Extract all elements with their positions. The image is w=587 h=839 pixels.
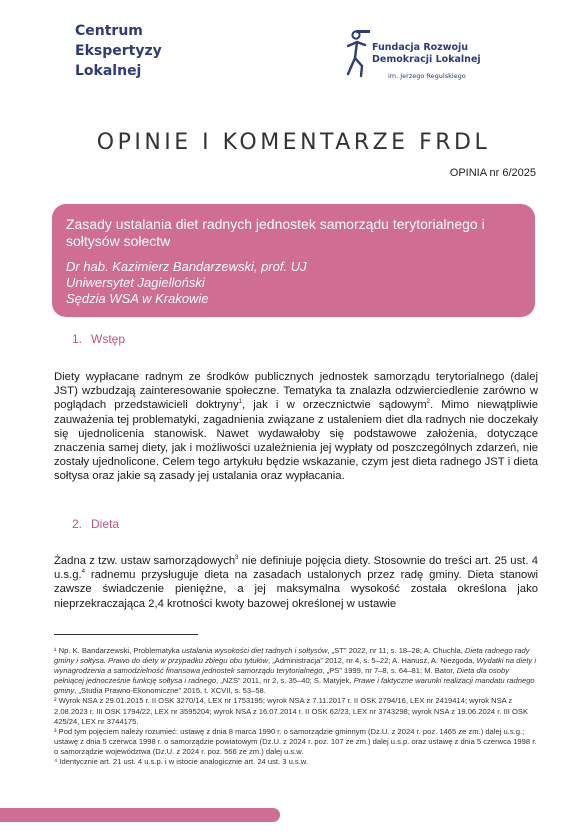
cel-logo: Centrum Ekspertyzy Lokalnej [75, 23, 162, 79]
article-title: Zasady ustalania diet radnych jednostek samorządu terytorialnego i sołtysów sołectw [66, 216, 485, 249]
footnote-4: ⁴ Identycznie art. 21 ust. 4 u.s.p. i w istocie analogicznie art. 24 ust. 3 u.s.w. [54, 757, 308, 767]
footnote-ref-2[interactable]: 2 [426, 399, 430, 406]
footnote-ref-1[interactable]: 1 [238, 399, 242, 406]
frdl-figure-icon [344, 30, 370, 80]
title-banner [52, 204, 535, 317]
frdl-patron: im. Jerzego Regulskiego [388, 72, 466, 80]
footnote-ref-3[interactable]: 3 [235, 555, 239, 562]
footnote-ref-4[interactable]: 4 [81, 569, 85, 576]
footnote-2: ² Wyrok NSA z 29.01.2015 r. II OSK 3270/14, LEX nr 1753195; wyrok NSA z 7.11.2017 r. II OSK 2794/16, LEX nr 2419414; wyrok NSA z 2.08.2023 r. III OSK 1794/22, LEX nr 3595204; wyrok NSA z 16.07.2014 r. II OSK 62/23, LEX nr 3743298; wyrok NSA z 19.06.2024 r. III OSK 425/24, LEX nr 3744175. [54, 696, 529, 726]
frdl-logo [344, 30, 504, 82]
author-name: Dr hab. Kazimierz Bandarzewski, prof. UJ [66, 259, 307, 274]
footnotes [54, 646, 538, 767]
frdl-name: Fundacja Rozwoju Demokracji Lokalnej [372, 42, 481, 65]
opinion-number: OPINIA nr 6/2025 [449, 167, 536, 179]
intro-paragraph: Diety wypłacane radnym ze środków publicznych jednostek samorządu terytorialnego (dalej JST) wzbudzają zainteresowanie społeczne. Tematyka ta znalazła odzwierciedlenie zarówno w poglądach przedstawicieli doktryny$^1$, jak i w orzecznictwie sądowym$^2$. Mimo niewątpliwie zauważenia tej problematyki, zagadnienia związane z ustaleniem diet dla radnych nie doczekały się ujednolicenia stanowisk. Nawet wydawałoby się podstawowe założenia, dotyczące znaczenia samej diety, jak i możliwości uzależnienia jej wypłaty od poszczególnych zdarzeń, nie zostały ujednolicone. Celem tego artykułu będzie wskazanie, czym jest dieta radnego JST i dieta sołtysa oraz jakie są zasady jej ustalania oraz wypłacania. [54, 371, 538, 483]
dieta-paragraph: Żadna z tzw. ustaw samorządowych$^3$ nie definiuje pojęcia diety. Stosownie do treści art. 25 ust. 4 u.s.g.$^4$ radnemu przysługuje dieta na zasadach ustalonych przez radę gminy. Dieta stanowi zawsze świadczenie pieniężne, a jej maksymalna wysokość została określona jako nieprzekraczająca 2,4 krotności kwoty bazowej określonej w ustawie [54, 555, 539, 610]
section-heading-intro: 1. Wstęp [72, 332, 126, 346]
section-heading-dieta: 2. Dieta [72, 517, 120, 531]
footnote-3: ³ Pod tym pojęciem należy rozumieć: ustawę z dnia 8 marca 1990 r. o samorządzie gminnym (Dz.U. z 2024 r. poz. 1465 ze zm.) dalej u.s.g.; ustawę z dnia 5 czerwca 1998 r. o samorządzie powiatowym (Dz.U. z 2024 r. poz. 107 ze zm.) dalej u.s.p. oraz ustawę z dnia 5 czerwca 1998 r. o samorządzie województwa (Dz.U. z 2024 r. poz. 566 ze zm.) dalej u.s.w. [54, 726, 537, 756]
author-position: Sędzia WSA w Krakowie [66, 291, 209, 306]
series-title: OPINIE I KOMENTARZE FRDL [96, 130, 491, 155]
footnote-1: ¹ Np. K. Bandarzewski, Problematyka ustalania wysokości diet radnych i sołtysów, „ST” 2022, nr 11, s. 18–28; A. Chuchla, Dieta radnego rady gminy i sołtysa. Prawo do diety w przypadku zbiegu obu tytułów, „Administracja” 2012, nr 4, s. 5–22; A. Hanusz, A. Niezgoda, Wydatki na diety i wynagrodzenia a samodzielność finansowa jednostek samorządu terytorialnego, „PS” 1999, nr 7–8, s. 64–81; M. Bator, Dieta dla osoby pełniącej jednocześnie funkcję sołtysa i radnego, „NZS” 2011, nr 2, s. 35–40; S. Matyjek, Prawe i faktyczne warunki realizacji mandatu radnego gminy, „Studia Prawno-Ekonomiczne” 2015, t. XCVII, s. 53–58. [54, 646, 537, 696]
author-affiliation: Uniwersytet Jagielloński [66, 275, 205, 290]
footer-accent-bar [0, 808, 280, 822]
footnote-separator [54, 634, 198, 635]
author-block [66, 259, 521, 307]
